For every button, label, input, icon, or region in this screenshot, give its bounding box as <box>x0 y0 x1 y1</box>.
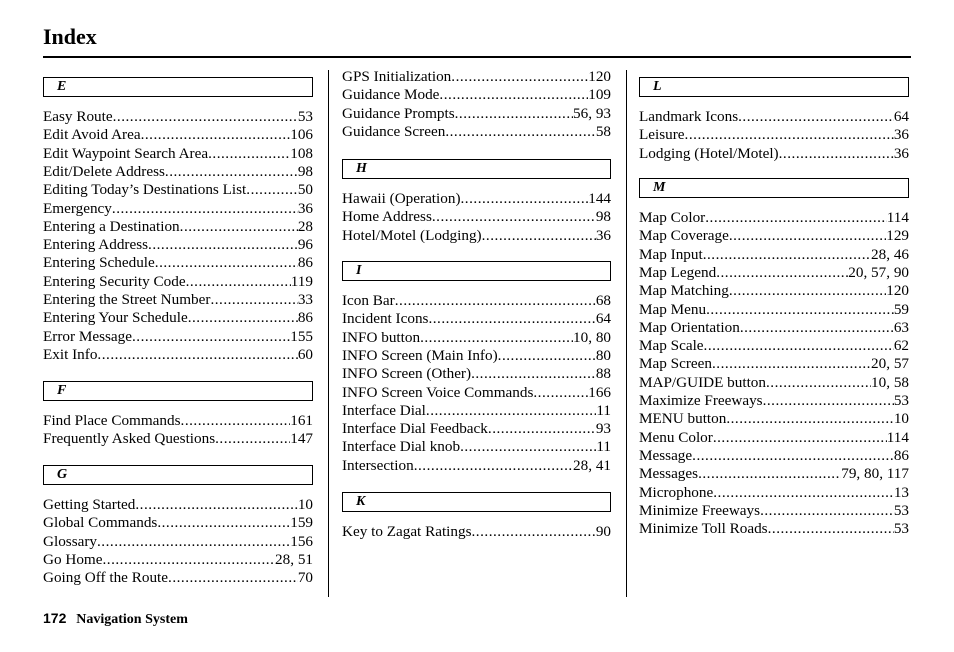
index-entry <box>342 123 611 141</box>
entry-pages: 147 <box>290 430 313 448</box>
entry-pages: 11 <box>596 401 611 419</box>
index-entry <box>639 126 909 144</box>
entry-term: Map Matching <box>639 282 729 300</box>
entry-term: Edit Avoid Area <box>43 126 141 144</box>
entry-term: Going Off the Route <box>43 569 169 587</box>
index-entry <box>43 569 313 587</box>
index-entry <box>342 523 611 541</box>
index-entry <box>43 200 313 218</box>
index-entry <box>43 412 313 430</box>
entry-term: Easy Route <box>43 108 113 125</box>
entry-term: Guidance Screen <box>342 122 446 140</box>
entry-term: Global Commands <box>43 514 158 532</box>
section-header-g: G <box>43 465 313 485</box>
dot-leader <box>461 190 589 208</box>
index-entry <box>639 374 909 392</box>
dot-leader <box>113 108 298 126</box>
entry-pages: 59 <box>893 300 909 318</box>
entry-term: Incident Icons <box>342 310 429 328</box>
entry-pages: 86 <box>297 254 313 272</box>
dot-leader <box>703 246 871 264</box>
index-entry <box>43 254 313 272</box>
entry-term: Getting Started <box>43 496 136 513</box>
index-entry <box>342 384 611 402</box>
entry-pages: 106 <box>290 126 313 144</box>
entry-pages: 98 <box>595 208 611 226</box>
index-entry <box>43 181 313 199</box>
entry-pages: 20, 57 <box>871 355 909 373</box>
index-entry <box>342 402 611 420</box>
entry-pages: 114 <box>886 209 909 226</box>
dot-leader <box>426 402 596 420</box>
index-entry <box>43 126 313 144</box>
index-entry <box>43 551 313 569</box>
index-entry <box>43 291 313 309</box>
dot-leader <box>482 227 596 245</box>
entry-term: Microphone <box>639 483 714 501</box>
dot-leader <box>141 126 291 144</box>
entry-term: Minimize Freeways <box>639 501 761 519</box>
dot-leader <box>685 126 894 144</box>
dot-leader <box>420 329 573 347</box>
index-entry <box>639 410 909 428</box>
section-header-l: L <box>639 77 909 97</box>
dot-leader <box>97 346 297 364</box>
dot-leader <box>186 273 291 291</box>
entry-term: Minimize Toll Roads <box>639 520 768 538</box>
entry-term: Interface Dial <box>342 401 426 419</box>
entry-pages: 96 <box>297 236 313 254</box>
entry-pages: 88 <box>595 365 611 383</box>
entry-term: Entering the Street Number <box>43 291 211 308</box>
section-header-i: I <box>342 261 611 281</box>
entry-pages: 120 <box>886 282 909 300</box>
entry-pages: 63 <box>893 318 909 336</box>
index-entry <box>639 392 909 410</box>
index-entry <box>639 301 909 319</box>
column-divider-1 <box>328 70 329 597</box>
entry-pages: 10 <box>297 496 313 513</box>
entry-term: Entering Schedule <box>43 254 155 272</box>
entry-pages: 13 <box>893 483 909 501</box>
entry-pages: 156 <box>290 532 313 550</box>
dot-leader <box>97 533 290 551</box>
entry-pages: 20, 57, 90 <box>848 263 909 281</box>
dot-leader <box>112 200 298 218</box>
dot-leader <box>692 447 894 465</box>
dot-leader <box>451 68 588 86</box>
entry-pages: 86 <box>297 309 313 327</box>
index-entry <box>639 337 909 355</box>
entry-pages: 68 <box>595 292 611 309</box>
entry-pages: 10, 58 <box>871 373 909 391</box>
entry-pages: 10 <box>893 410 909 428</box>
dot-leader <box>432 208 596 226</box>
index-entry <box>342 105 611 123</box>
entry-term: MENU button <box>639 410 727 428</box>
dot-leader <box>180 218 298 236</box>
entry-pages: 28, 41 <box>573 456 611 474</box>
index-entry <box>43 514 313 532</box>
entry-term: Frequently Asked Questions <box>43 430 216 448</box>
entry-term: INFO Screen Voice Commands <box>342 383 534 401</box>
entry-pages: 28, 51 <box>275 550 313 568</box>
index-entry <box>639 319 909 337</box>
dot-leader <box>132 328 290 346</box>
index-entry <box>342 190 611 208</box>
dot-leader <box>155 254 298 272</box>
dot-leader <box>455 105 573 123</box>
index-entry <box>43 328 313 346</box>
entry-term: Hotel/Motel (Lodging) <box>342 226 482 244</box>
entry-term: Error Message <box>43 327 132 345</box>
entry-term: Map Orientation <box>639 318 740 336</box>
book-title: Navigation System <box>76 612 188 627</box>
entry-pages: 28 <box>297 217 313 235</box>
entry-pages: 70 <box>297 569 313 587</box>
entry-pages: 80 <box>595 346 611 364</box>
entry-term: Leisure <box>639 126 685 144</box>
entry-pages: 56, 93 <box>573 104 611 122</box>
entry-term: Glossary <box>43 532 97 550</box>
dot-leader <box>215 430 290 448</box>
entry-term: GPS Initialization <box>342 68 452 85</box>
dot-leader <box>713 484 894 502</box>
entry-pages: 155 <box>290 327 313 345</box>
dot-leader <box>428 310 595 328</box>
entry-pages: 50 <box>297 181 313 199</box>
entry-term: Go Home <box>43 550 103 568</box>
entry-pages: 93 <box>595 420 611 438</box>
entry-pages: 109 <box>588 86 611 104</box>
dot-leader <box>472 523 596 541</box>
entry-term: Editing Today’s Destinations List <box>43 181 247 199</box>
dot-leader <box>488 420 596 438</box>
index-entry <box>43 163 313 181</box>
dot-leader <box>460 438 596 456</box>
page-number: 172 <box>43 610 67 626</box>
entry-term: Key to Zagat Ratings <box>342 523 472 540</box>
entry-term: Guidance Prompts <box>342 104 455 122</box>
entry-term: MAP/GUIDE button <box>639 373 766 391</box>
dot-leader <box>738 108 894 126</box>
dot-leader <box>102 551 275 569</box>
dot-leader <box>157 514 290 532</box>
index-entry <box>43 430 313 448</box>
column-divider-2 <box>626 70 627 597</box>
dot-leader <box>704 337 894 355</box>
index-entry <box>43 346 313 364</box>
index-entry <box>639 465 909 483</box>
entry-term: Map Screen <box>639 355 712 373</box>
entry-pages: 36 <box>893 126 909 144</box>
entry-term: Entering Security Code <box>43 272 186 290</box>
entry-term: Entering Address <box>43 236 149 254</box>
index-entry <box>43 218 313 236</box>
entry-pages: 53 <box>297 108 313 125</box>
dot-leader <box>706 301 894 319</box>
entry-term: Interface Dial Feedback <box>342 420 488 438</box>
entry-pages: 10, 80 <box>573 328 611 346</box>
index-entry <box>43 533 313 551</box>
entry-pages: 129 <box>886 227 909 245</box>
dot-leader <box>726 410 893 428</box>
entry-term: INFO Screen (Other) <box>342 365 472 383</box>
entry-pages: 119 <box>290 272 313 290</box>
entry-term: Message <box>639 446 693 464</box>
dot-leader <box>740 319 894 337</box>
dot-leader <box>533 384 588 402</box>
entry-pages: 98 <box>297 162 313 180</box>
entry-pages: 36 <box>297 199 313 217</box>
entry-pages: 60 <box>297 345 313 363</box>
index-entry <box>639 264 909 282</box>
index-entry <box>639 429 909 447</box>
dot-leader <box>188 309 298 327</box>
entry-pages: 114 <box>886 428 909 446</box>
index-entry <box>639 520 909 538</box>
entry-pages: 58 <box>595 122 611 140</box>
dot-leader <box>246 181 298 199</box>
index-entry <box>639 355 909 373</box>
index-entry <box>639 209 909 227</box>
index-entry <box>43 236 313 254</box>
index-entry <box>639 145 909 163</box>
entry-term: INFO button <box>342 328 421 346</box>
entry-pages: 28, 46 <box>871 245 909 263</box>
entry-pages: 36 <box>893 144 909 162</box>
entry-term: Map Input <box>639 245 703 263</box>
index-entry <box>342 438 611 456</box>
index-entry <box>342 68 611 86</box>
index-entry <box>43 145 313 163</box>
dot-leader <box>208 145 290 163</box>
title-rule <box>43 56 911 58</box>
entry-pages: 64 <box>893 108 909 125</box>
page-footer <box>43 610 188 628</box>
index-entry <box>639 502 909 520</box>
dot-leader <box>698 465 841 483</box>
entry-term: Edit Waypoint Search Area <box>43 144 209 162</box>
dot-leader <box>713 429 887 447</box>
entry-term: Interface Dial knob <box>342 438 461 456</box>
index-entry <box>43 273 313 291</box>
entry-term: Map Scale <box>639 337 704 355</box>
dot-leader <box>763 392 894 410</box>
index-entry <box>342 457 611 475</box>
entry-term: Map Color <box>639 209 706 226</box>
entry-term: Emergency <box>43 199 112 217</box>
index-entry <box>342 310 611 328</box>
dot-leader <box>135 496 297 514</box>
dot-leader <box>779 145 894 163</box>
dot-leader <box>148 236 298 254</box>
entry-term: Exit Info <box>43 345 98 363</box>
entry-term: Landmark Icons <box>639 108 739 125</box>
entry-term: Menu Color <box>639 428 713 446</box>
dot-leader <box>712 355 871 373</box>
entry-pages: 108 <box>290 144 313 162</box>
entry-term: Guidance Mode <box>342 86 440 104</box>
index-entry <box>342 365 611 383</box>
index-entry <box>639 282 909 300</box>
dot-leader <box>439 86 588 104</box>
index-entry <box>43 108 313 126</box>
entry-pages: 53 <box>893 392 909 409</box>
index-entry <box>639 246 909 264</box>
section-header-h: H <box>342 159 611 179</box>
index-entry <box>342 347 611 365</box>
entry-pages: 144 <box>588 190 611 207</box>
entry-pages: 161 <box>290 412 313 429</box>
entry-term: Entering Your Schedule <box>43 309 188 327</box>
index-entry <box>43 309 313 327</box>
entry-term: Map Coverage <box>639 227 729 245</box>
entry-pages: 79, 80, 117 <box>841 465 909 483</box>
index-entry <box>639 447 909 465</box>
index-entry <box>639 108 909 126</box>
entry-term: Edit/Delete Address <box>43 162 165 180</box>
entry-pages: 62 <box>893 337 909 355</box>
entry-term: Map Menu <box>639 300 707 318</box>
entry-pages: 159 <box>290 514 313 532</box>
entry-pages: 36 <box>595 226 611 244</box>
index-entry <box>342 208 611 226</box>
entry-pages: 53 <box>893 520 909 538</box>
index-entry <box>639 227 909 245</box>
section-header-k: K <box>342 492 611 512</box>
section-header-f: F <box>43 381 313 401</box>
entry-term: Hawaii (Operation) <box>342 190 461 207</box>
entry-pages: 86 <box>893 446 909 464</box>
entry-term: Intersection <box>342 456 414 474</box>
index-entry <box>342 420 611 438</box>
dot-leader <box>395 292 596 310</box>
page-title: Index <box>43 24 97 49</box>
index-entry <box>342 329 611 347</box>
entry-term: INFO Screen (Main Info) <box>342 346 498 364</box>
dot-leader <box>168 569 298 587</box>
entry-pages: 120 <box>588 68 611 85</box>
index-entry <box>639 484 909 502</box>
dot-leader <box>414 457 573 475</box>
entry-term: Map Legend <box>639 263 717 281</box>
dot-leader <box>471 365 596 383</box>
entry-term: Messages <box>639 465 699 483</box>
entry-pages: 53 <box>893 501 909 519</box>
dot-leader <box>705 209 887 227</box>
index-entry <box>43 496 313 514</box>
dot-leader <box>498 347 596 365</box>
entry-term: Home Address <box>342 208 432 226</box>
entry-term: Maximize Freeways <box>639 392 763 409</box>
entry-term: Entering a Destination <box>43 217 180 235</box>
entry-pages: 64 <box>595 310 611 328</box>
dot-leader <box>760 502 894 520</box>
dot-leader <box>766 374 871 392</box>
entry-term: Icon Bar <box>342 292 395 309</box>
section-header-m: M <box>639 178 909 198</box>
dot-leader <box>210 291 297 309</box>
index-entry <box>342 86 611 104</box>
entry-pages: 33 <box>297 291 313 308</box>
entry-term: Find Place Commands <box>43 412 181 429</box>
dot-leader <box>165 163 298 181</box>
dot-leader <box>181 412 291 430</box>
entry-pages: 90 <box>595 523 611 540</box>
dot-leader <box>716 264 848 282</box>
dot-leader <box>729 282 886 300</box>
entry-pages: 11 <box>596 438 611 456</box>
dot-leader <box>768 520 894 538</box>
dot-leader <box>729 227 886 245</box>
entry-term: Lodging (Hotel/Motel) <box>639 144 779 162</box>
index-entry <box>342 227 611 245</box>
entry-pages: 166 <box>588 383 611 401</box>
dot-leader <box>445 123 596 141</box>
index-entry <box>342 292 611 310</box>
section-header-e: E <box>43 77 313 97</box>
